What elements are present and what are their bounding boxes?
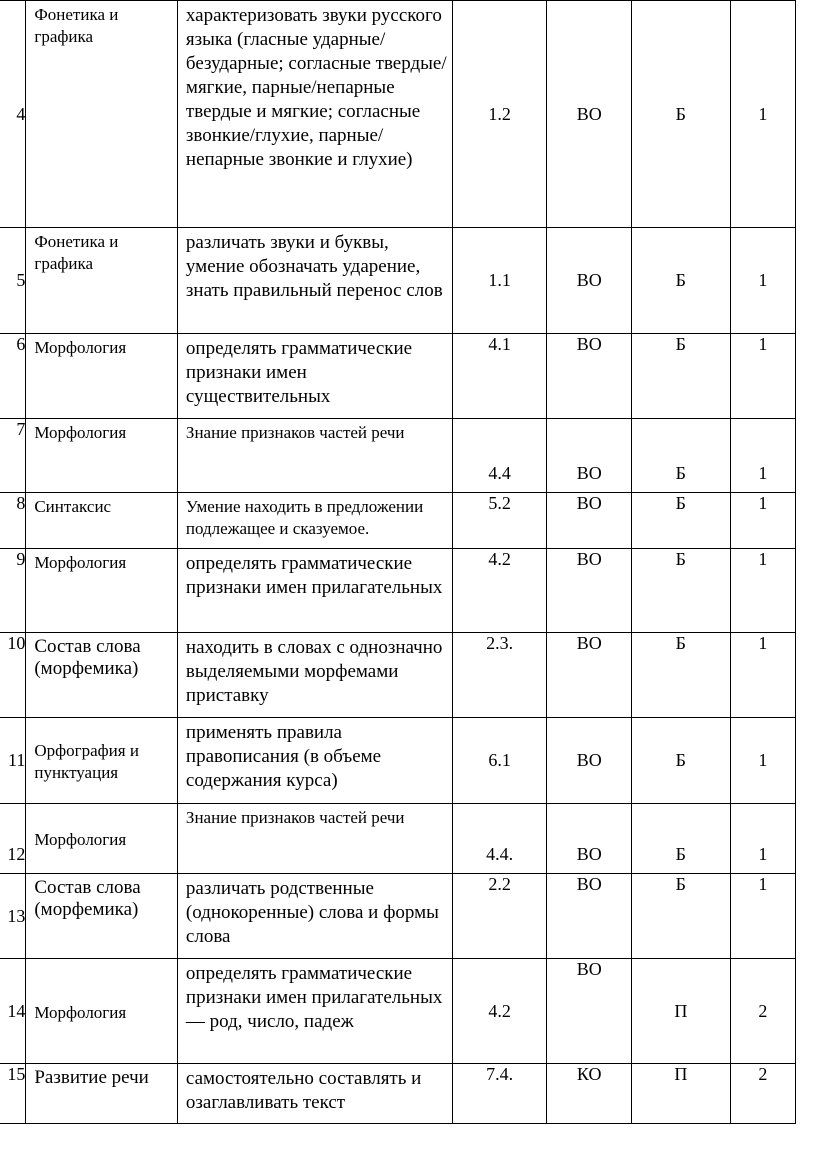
task-type-cell: КО bbox=[547, 1064, 631, 1124]
section-name: Морфология bbox=[26, 549, 178, 633]
level-cell: Б bbox=[631, 493, 730, 549]
task-type-cell: ВО bbox=[547, 718, 631, 804]
task-type-cell: ВО bbox=[547, 549, 631, 633]
section-name: Синтаксис bbox=[26, 493, 178, 549]
section-name: Морфология bbox=[26, 419, 178, 493]
points-cell: 1 bbox=[730, 419, 795, 493]
task-type-cell: ВО bbox=[547, 493, 631, 549]
table-row bbox=[0, 718, 796, 804]
code-cell: 4.1 bbox=[452, 334, 547, 419]
points-cell: 1 bbox=[730, 549, 795, 633]
points-cell: 2 bbox=[730, 959, 795, 1064]
points-cell: 1 bbox=[730, 228, 795, 334]
task-type-cell: ВО bbox=[547, 874, 631, 959]
skill-description: определять грамматические признаки имен существительных bbox=[177, 334, 452, 419]
task-number: 10 bbox=[0, 633, 26, 718]
level-cell: Б bbox=[631, 228, 730, 334]
section-name: Фонетика и графика bbox=[26, 228, 178, 334]
table-row bbox=[0, 633, 796, 718]
code-cell: 6.1 bbox=[452, 718, 547, 804]
task-number: 11 bbox=[0, 718, 26, 804]
section-name: Фонетика и графика bbox=[26, 1, 178, 228]
task-number: 14 bbox=[0, 959, 26, 1064]
task-number: 12 bbox=[0, 804, 26, 874]
table-row bbox=[0, 493, 796, 549]
level-cell: Б bbox=[631, 334, 730, 419]
task-number: 15 bbox=[0, 1064, 26, 1124]
section-name: Состав слова (морфемика) bbox=[26, 874, 178, 959]
skill-description: Умение находить в предложении подлежащее и сказуемое. bbox=[177, 493, 452, 549]
skill-description: характеризовать звуки русского языка (гласные ударные/безударные; согласные твердые/мягкие, парные/непарные твердые и мягкие; согласные звонкие/глухие, парные/непарные звонкие и глухие) bbox=[177, 1, 452, 228]
code-cell: 7.4. bbox=[452, 1064, 547, 1124]
skill-description: определять грамматические признаки имен прилагательных — род, число, падеж bbox=[177, 959, 452, 1064]
task-type-cell: ВО bbox=[547, 633, 631, 718]
code-cell: 5.2 bbox=[452, 493, 547, 549]
skill-description: Знание признаков частей речи bbox=[177, 804, 452, 874]
table-row bbox=[0, 549, 796, 633]
section-name: Морфология bbox=[26, 334, 178, 419]
task-number: 8 bbox=[0, 493, 26, 549]
task-number: 4 bbox=[0, 1, 26, 228]
task-type-cell: ВО bbox=[547, 228, 631, 334]
level-cell: Б bbox=[631, 549, 730, 633]
task-type-cell: ВО bbox=[547, 334, 631, 419]
skill-description: применять правила правописания (в объеме содержания курса) bbox=[177, 718, 452, 804]
task-number: 7 bbox=[0, 419, 26, 493]
level-cell: Б bbox=[631, 804, 730, 874]
section-name: Орфография и пунктуация bbox=[26, 718, 178, 804]
code-cell: 4.4. bbox=[452, 804, 547, 874]
skill-description: Знание признаков частей речи bbox=[177, 419, 452, 493]
table-row bbox=[0, 334, 796, 419]
points-cell: 1 bbox=[730, 493, 795, 549]
table-row bbox=[0, 804, 796, 874]
level-cell: П bbox=[631, 959, 730, 1064]
points-cell: 1 bbox=[730, 633, 795, 718]
points-cell: 1 bbox=[730, 718, 795, 804]
code-cell: 1.2 bbox=[452, 1, 547, 228]
code-cell: 4.2 bbox=[452, 549, 547, 633]
points-cell: 2 bbox=[730, 1064, 795, 1124]
level-cell: Б bbox=[631, 1, 730, 228]
skill-description: находить в словах с однозначно выделяемыми морфемами приставку bbox=[177, 633, 452, 718]
table-row bbox=[0, 874, 796, 959]
points-cell: 1 bbox=[730, 334, 795, 419]
task-type-cell: ВО bbox=[547, 419, 631, 493]
task-type-cell: ВО bbox=[547, 959, 631, 1064]
code-cell: 2.2 bbox=[452, 874, 547, 959]
section-name: Морфология bbox=[26, 804, 178, 874]
skill-description: различать звуки и буквы, умение обозначать ударение, знать правильный перенос слов bbox=[177, 228, 452, 334]
task-number: 9 bbox=[0, 549, 26, 633]
level-cell: Б bbox=[631, 718, 730, 804]
task-number: 13 bbox=[0, 874, 26, 959]
level-cell: Б bbox=[631, 874, 730, 959]
table-row bbox=[0, 1, 796, 228]
table-row bbox=[0, 228, 796, 334]
task-number: 5 bbox=[0, 228, 26, 334]
skill-description: определять грамматические признаки имен прилагательных bbox=[177, 549, 452, 633]
table-row bbox=[0, 419, 796, 493]
section-name: Состав слова (морфемика) bbox=[26, 633, 178, 718]
points-cell: 1 bbox=[730, 1, 795, 228]
task-number: 6 bbox=[0, 334, 26, 419]
skill-description: самостоятельно составлять и озаглавливать текст bbox=[177, 1064, 452, 1124]
code-cell: 1.1 bbox=[452, 228, 547, 334]
level-cell: Б bbox=[631, 419, 730, 493]
task-type-cell: ВО bbox=[547, 1, 631, 228]
level-cell: Б bbox=[631, 633, 730, 718]
code-cell: 2.3. bbox=[452, 633, 547, 718]
table-row bbox=[0, 959, 796, 1064]
table-row bbox=[0, 1064, 796, 1124]
level-cell: П bbox=[631, 1064, 730, 1124]
section-name: Развитие речи bbox=[26, 1064, 178, 1124]
task-type-cell: ВО bbox=[547, 804, 631, 874]
code-cell: 4.4 bbox=[452, 419, 547, 493]
section-name: Морфология bbox=[26, 959, 178, 1064]
points-cell: 1 bbox=[730, 804, 795, 874]
points-cell: 1 bbox=[730, 874, 795, 959]
skill-description: различать родственные (однокоренные) слова и формы слова bbox=[177, 874, 452, 959]
code-cell: 4.2 bbox=[452, 959, 547, 1064]
